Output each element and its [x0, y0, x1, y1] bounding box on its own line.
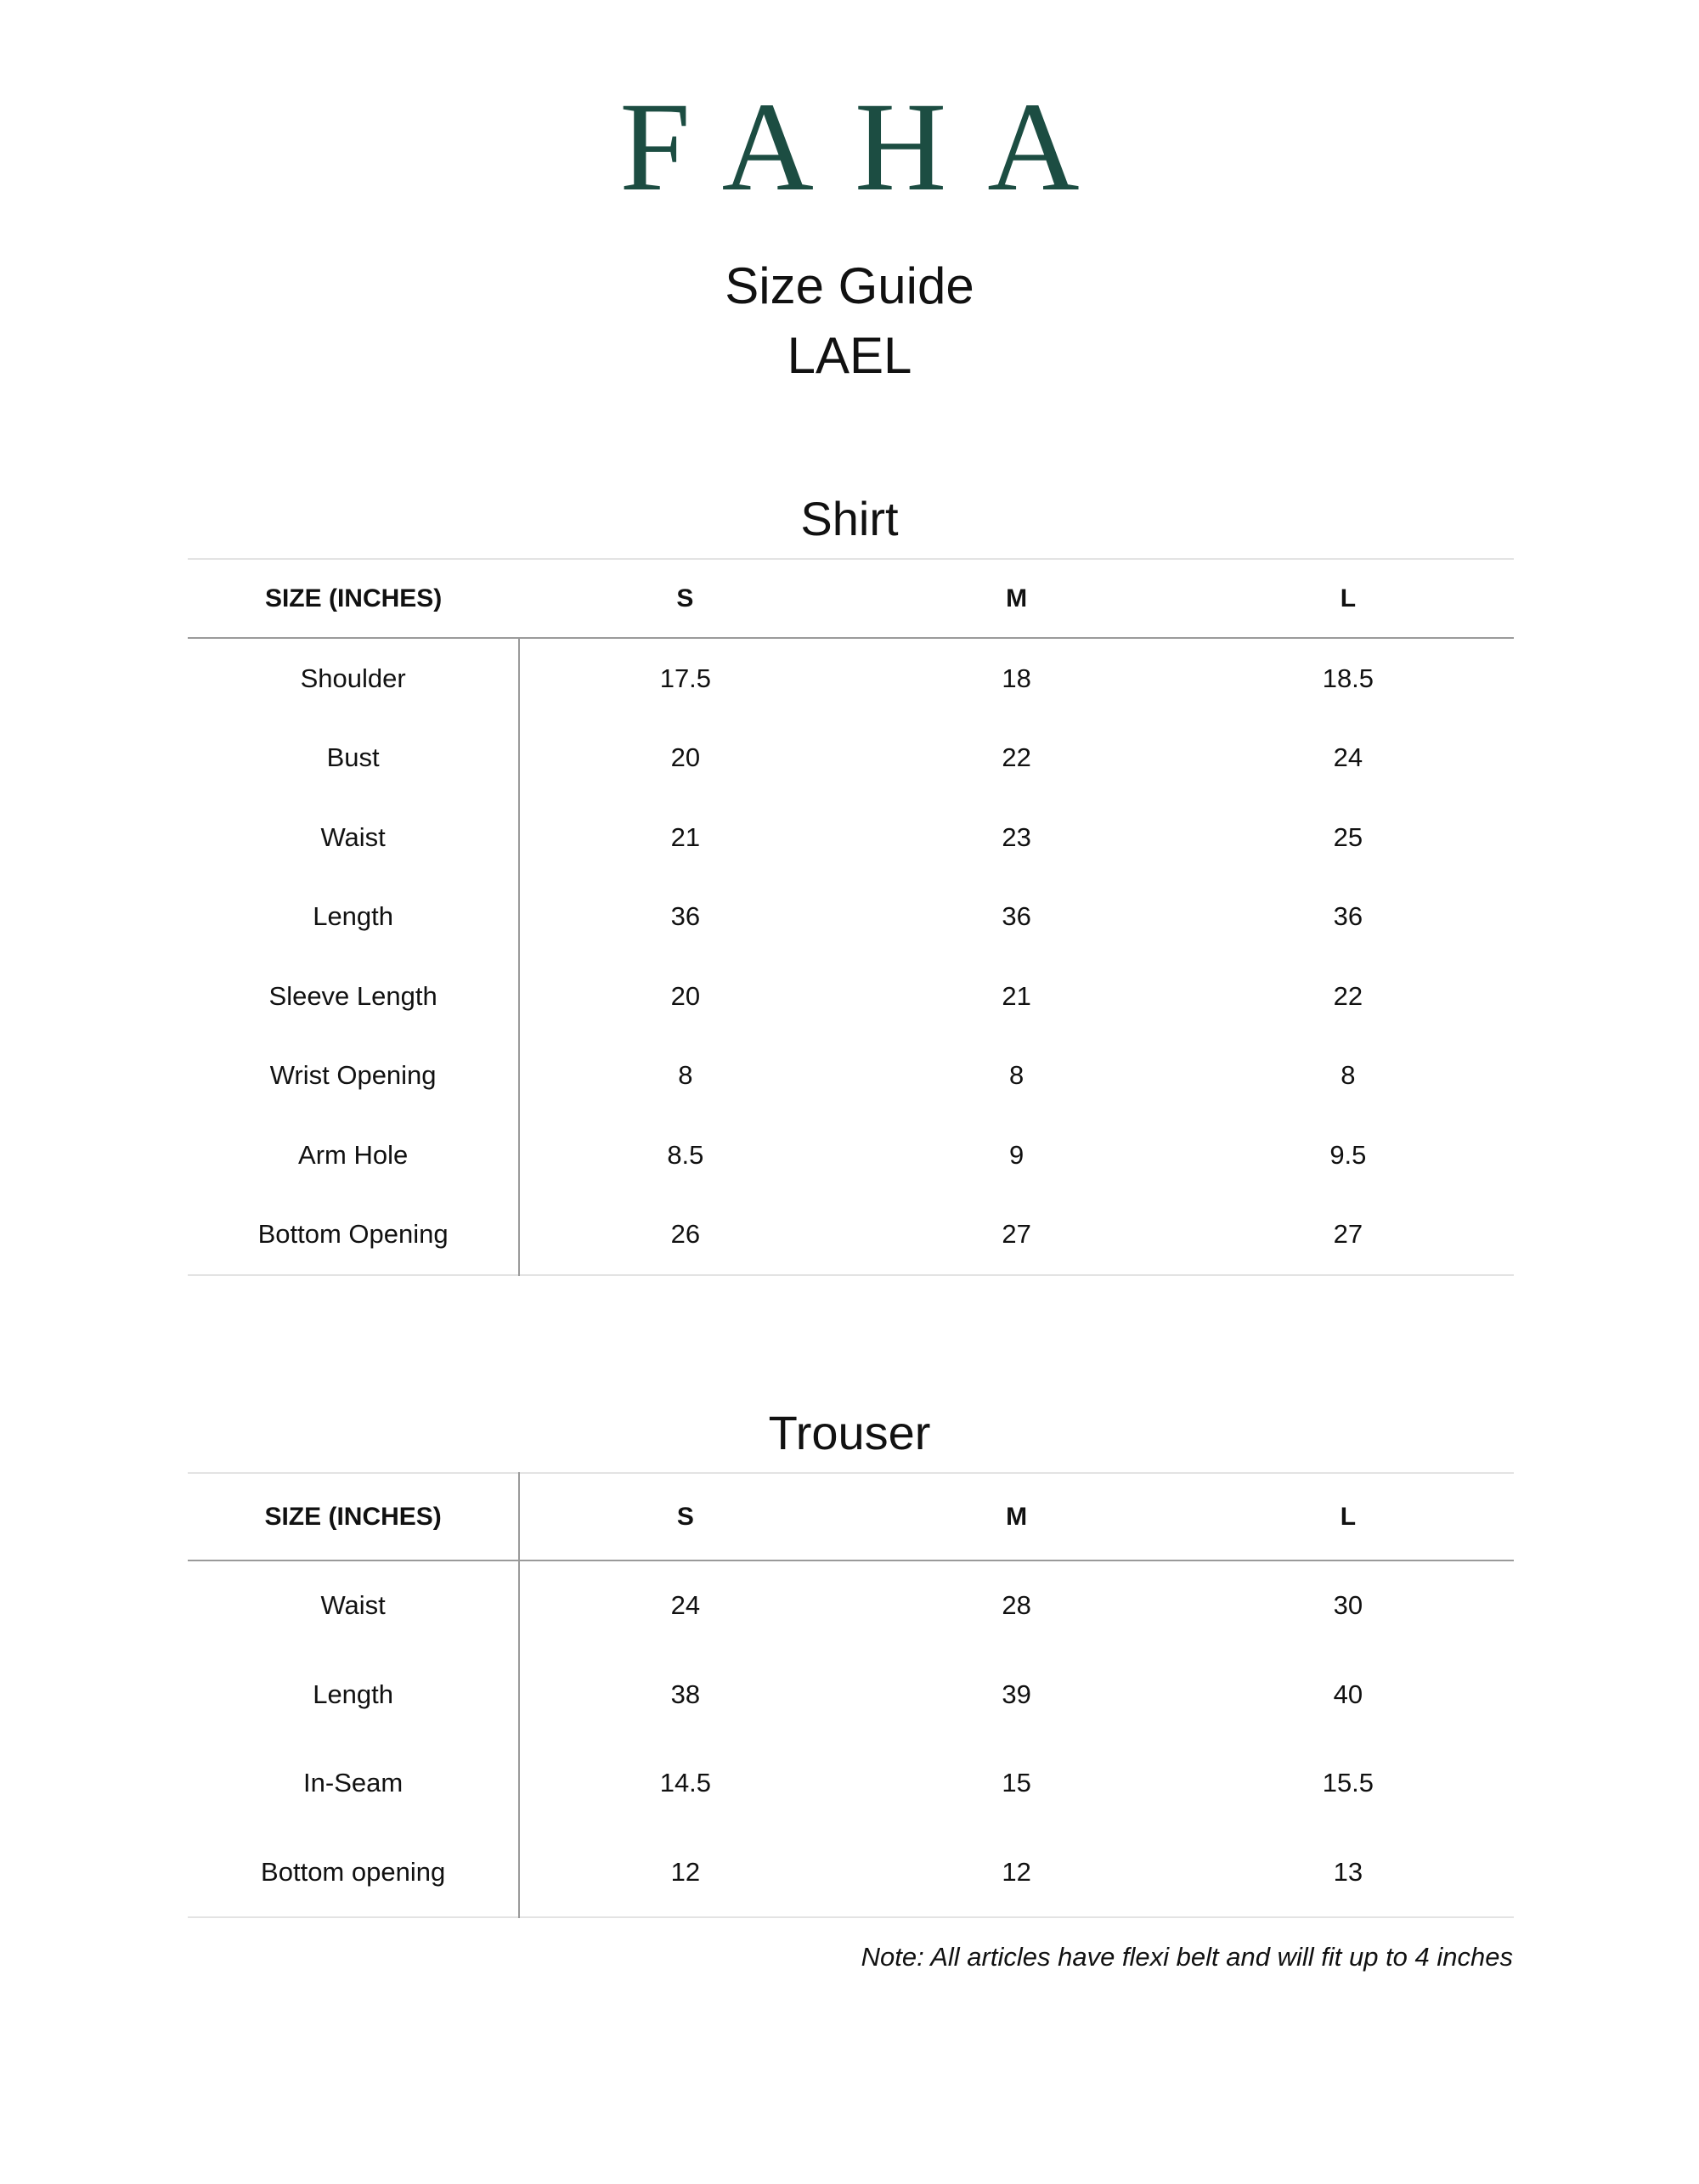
cell-value: 22: [1002, 742, 1031, 773]
table-row: [188, 798, 1514, 878]
column-header-l: L: [1183, 1473, 1514, 1560]
cell-value: 9.5: [1329, 1139, 1367, 1170]
sizing-note: Note: All articles have flexi belt and will fit up to 4 inches: [861, 1942, 1513, 1972]
row-label: Bust: [188, 719, 519, 799]
column-header-s: S: [519, 559, 850, 638]
trouser-size-table: [188, 1472, 1514, 1918]
cell-value: 28: [1002, 1590, 1031, 1621]
brand-logo: FAHA: [619, 76, 1120, 217]
table-row: [188, 957, 1514, 1036]
row-label: Length: [188, 1651, 519, 1740]
cell-value: 27: [1002, 1219, 1031, 1250]
product-name: LAEL: [787, 327, 912, 384]
page-header: [0, 251, 1699, 391]
cell-value: 38: [670, 1679, 701, 1709]
table-row: [188, 1651, 1514, 1740]
cell-value: 9: [1009, 1139, 1024, 1170]
cell-value: 15: [1002, 1768, 1031, 1798]
cell-value: 36: [1002, 901, 1031, 932]
cell-value: 8: [1341, 1060, 1356, 1091]
shirt-section-title: Shirt: [800, 492, 899, 545]
table-row: [188, 1560, 1514, 1651]
cell-value: 12: [670, 1856, 701, 1887]
column-header-m: M: [851, 1473, 1183, 1560]
column-header-m: M: [851, 559, 1183, 638]
table-row: [188, 878, 1514, 957]
shirt-size-table: [188, 558, 1514, 1276]
column-header-size: SIZE (INCHES): [188, 559, 519, 638]
row-label: Waist: [188, 798, 519, 878]
row-label: Waist: [188, 1560, 519, 1651]
row-label: Wrist Opening: [188, 1036, 519, 1116]
cell-value: 14.5: [659, 1768, 712, 1798]
cell-value: 21: [1002, 980, 1031, 1011]
column-header-size: SIZE (INCHES): [188, 1473, 519, 1560]
table-row: [188, 1828, 1514, 1918]
table-header-row: [188, 559, 1514, 638]
cell-value: 23: [1002, 821, 1031, 852]
cell-value: 36: [1333, 901, 1363, 932]
row-label: Bottom Opening: [188, 1195, 519, 1276]
cell-value: 8.5: [667, 1139, 704, 1170]
row-label: Sleeve Length: [188, 957, 519, 1036]
row-label: Length: [188, 878, 519, 957]
row-label: Bottom opening: [188, 1828, 519, 1918]
cell-value: 20: [670, 980, 701, 1011]
cell-value: 18.5: [1322, 663, 1374, 693]
cell-value: 27: [1333, 1219, 1363, 1250]
cell-value: 26: [670, 1219, 701, 1250]
table-row: [188, 1036, 1514, 1116]
column-header-s: S: [519, 1473, 850, 1560]
cell-value: 20: [670, 742, 701, 773]
cell-value: 13: [1333, 1856, 1363, 1887]
cell-value: 17.5: [659, 663, 712, 693]
cell-value: 39: [1002, 1679, 1031, 1709]
table-row: [188, 719, 1514, 799]
cell-value: 25: [1333, 821, 1363, 852]
trouser-section-title: Trouser: [768, 1406, 931, 1459]
row-label: In-Seam: [188, 1739, 519, 1828]
cell-value: 30: [1333, 1590, 1363, 1621]
page-title: Size Guide: [725, 257, 974, 314]
row-label: Shoulder: [188, 638, 519, 719]
cell-value: 22: [1333, 980, 1363, 1011]
cell-value: 40: [1333, 1679, 1363, 1709]
cell-value: 18: [1002, 663, 1031, 693]
table-row: [188, 1739, 1514, 1828]
cell-value: 15.5: [1322, 1768, 1374, 1798]
table-row: [188, 1195, 1514, 1276]
cell-value: 8: [678, 1060, 693, 1091]
cell-value: 21: [670, 821, 701, 852]
cell-value: 24: [1333, 742, 1363, 773]
cell-value: 24: [670, 1590, 701, 1621]
cell-value: 36: [670, 901, 701, 932]
table-header-row: [188, 1473, 1514, 1560]
row-label: Arm Hole: [188, 1115, 519, 1195]
column-header-l: L: [1183, 559, 1514, 638]
cell-value: 12: [1002, 1856, 1031, 1887]
cell-value: 8: [1009, 1060, 1024, 1091]
table-row: [188, 1115, 1514, 1195]
table-row: [188, 638, 1514, 719]
